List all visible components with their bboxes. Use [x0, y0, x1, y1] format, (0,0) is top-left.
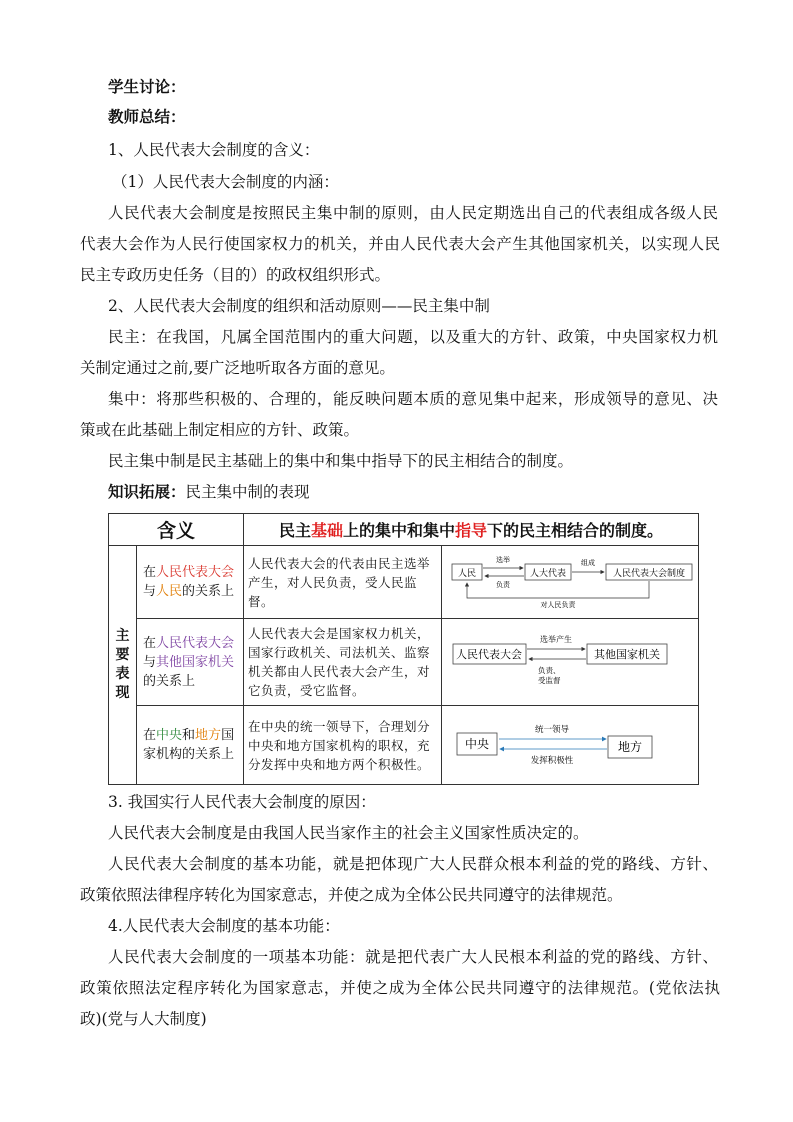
section-4-line-3: 政)(党与人大制度)	[80, 1010, 207, 1028]
section-1-title: 1、人民代表大会制度的含义：	[108, 141, 320, 159]
box-delegates-label: 人大代表	[530, 569, 567, 579]
box-npc-system-label: 人民代表大会制度	[613, 569, 686, 579]
section-3-title: 3. 我国实行人民代表大会制度的原因：	[108, 793, 376, 811]
diagram-cell-3	[442, 706, 699, 785]
relation-cell-2: 在人民代表大会 与其他国家机关 的关系上	[137, 619, 244, 706]
section-4-title: 4.人民代表大会制度的基本功能：	[108, 917, 340, 935]
paragraph-1-line-2: 代表大会作为人民行使国家权力的机关，并由人民代表大会产生其他国家机关，以实现人民	[80, 235, 720, 253]
section-4-line-1: 人民代表大会制度的一项基本功能：就是把代表广大人民根本利益的党的路线、方针、	[108, 948, 718, 966]
relation-cell-1: 在人民代表大会 与人民的关系上	[137, 546, 244, 619]
label-responsible: 负责	[496, 581, 511, 589]
table-row	[109, 619, 699, 706]
diagram-cell-1	[442, 546, 699, 619]
label-supervised: 受监督	[538, 676, 561, 685]
diagram-cell-2	[442, 619, 699, 706]
section-2-title: 2、人民代表大会制度的组织和活动原则——民主集中制	[108, 297, 490, 315]
people-delegates-diagram	[442, 546, 699, 614]
relation-cell-3: 在中央和地方国家机构的关系上	[137, 706, 244, 785]
minzhu-line-1: 民主：在我国，凡属全国范围内的重大问题，以及重大的方针、政策，中央国家权力机	[108, 328, 718, 346]
jizhong-line-2: 策或在此基础上制定相应的方针、政策。	[80, 421, 360, 439]
table-header-row	[109, 514, 699, 546]
teacher-summary-heading: 教师总结：	[108, 107, 186, 126]
label-loop: 对人民负责	[540, 601, 576, 609]
box-npc-label: 人民代表大会	[456, 648, 523, 661]
knowledge-table	[108, 513, 699, 785]
box-central-label: 中央	[465, 737, 490, 751]
knowledge-extension-label: 知识拓展：	[108, 482, 186, 501]
section-1-subtitle: （1）人民代表大会制度的内涵：	[112, 173, 339, 191]
label-elect: 选举	[496, 556, 511, 564]
header-definition: 民主基础上的集中和集中指导下的民主相结合的制度。	[244, 514, 699, 546]
arrow-loop	[467, 581, 649, 598]
label-unified-leadership: 统一领导	[535, 725, 570, 735]
paragraph-1-line-3: 民主专政历史任务（目的）的政权组织形式。	[80, 266, 391, 284]
section-4-line-2: 政策依照法定程序转化为国家意志，并使之成为全体公民共同遵守的法律规范。(党依法执	[80, 979, 720, 997]
box-other-organs-label: 其他国家机关	[594, 648, 661, 661]
knowledge-extension	[108, 482, 718, 502]
box-people-label: 人民	[458, 569, 477, 579]
knowledge-extension-text: 民主集中制的表现	[185, 483, 310, 501]
table-row	[109, 546, 699, 619]
student-discussion-heading: 学生讨论：	[108, 77, 186, 96]
central-local-diagram	[442, 706, 699, 780]
jizhong-line-1: 集中：将那些积极的、合理的，能反映问题本质的意见集中起来，形成领导的意见、决	[108, 390, 718, 408]
label-responsible: 负责、	[538, 666, 561, 675]
section-3-line-2: 人民代表大会制度的基本功能，就是把体现广大人民群众根本利益的党的路线、方针、	[108, 855, 718, 873]
header-meaning: 含义	[109, 514, 244, 546]
paragraph-1-line-1: 人民代表大会制度是按照民主集中制的原则，由人民定期选出自己的代表组成各级人民	[108, 204, 718, 222]
box-local-label: 地方	[618, 740, 643, 754]
democratic-centralism-definition: 民主集中制是民主基础上的集中和集中指导下的民主相结合的制度。	[108, 452, 574, 470]
description-cell-1: 人民代表大会的代表由民主选举产生，对人民负责，受人民监督。	[244, 546, 442, 619]
section-3-line-1: 人民代表大会制度是由我国人民当家作主的社会主义国家性质决定的。	[108, 824, 589, 842]
label-initiative: 发挥积极性	[530, 756, 574, 766]
side-label: 主 要 表 现	[109, 546, 137, 785]
label-compose: 组成	[581, 559, 596, 567]
minzhu-line-2: 关制定通过之前,要广泛地听取各方面的意见。	[80, 359, 395, 377]
section-3-line-3: 政策依照法律程序转化为国家意志，并使之成为全体公民共同遵守的法律规范。	[80, 886, 623, 904]
label-elect-produce: 选举产生	[540, 635, 573, 644]
table-row	[109, 706, 699, 785]
description-cell-2: 人民代表大会是国家权力机关，国家行政机关、司法机关、监察机关都由人民代表大会产生，对它负责，受它监督。	[244, 619, 442, 706]
npc-organs-diagram	[442, 619, 699, 701]
description-cell-3: 在中央的统一领导下，合理划分中央和地方国家机构的职权，充分发挥中央和地方两个积极性。	[244, 706, 442, 785]
